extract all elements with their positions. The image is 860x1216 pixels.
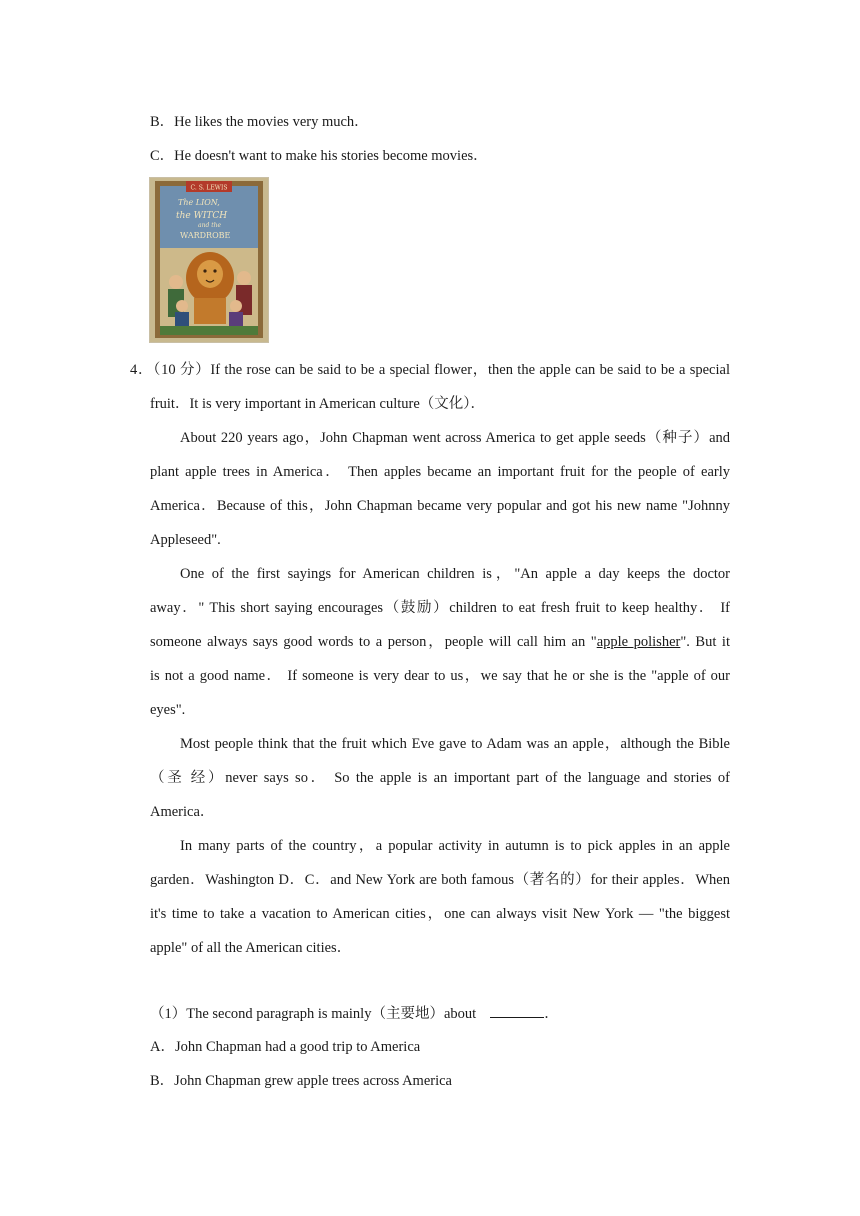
paragraph-1-line-4: Appleseed". [150, 532, 221, 548]
sub-question-1 [150, 1003, 559, 1024]
paragraph-2-line-3 [150, 632, 730, 652]
book-cover-image [149, 177, 269, 343]
paragraph-4-line-1: In many parts of the country，a popular activity in autumn is to pick apples in an apple [180, 838, 730, 854]
paragraph-4-line-2: garden．Washington D．C．and New York are both famous（著名的）for their apples．When [150, 872, 730, 888]
cover-title-1: The LION, [178, 198, 220, 207]
paragraph-4-line-4: apple" of all the American cities． [150, 940, 352, 956]
option-b[interactable]: B．John Chapman grew apple trees across America [150, 1073, 452, 1089]
cover-author: C. S. LEWIS [190, 184, 228, 192]
paragraph-1-line-3: America．Because of this，John Chapman became very popular and got his new name "Johnny [150, 498, 730, 514]
paragraph-1-line-1: About 220 years ago，John Chapman went across America to get apple seeds（种子）and [180, 430, 730, 446]
sub-question-1-text: （1）The second paragraph is mainly（主要地）about [150, 1006, 477, 1022]
option-a[interactable]: A．John Chapman had a good trip to America [150, 1039, 421, 1055]
paragraph-1-line-2: plant apple trees in America． Then apples became an important fruit for the people of early [150, 464, 730, 480]
cover-title-2: the WITCH [176, 211, 228, 221]
paragraph-4-line-3: it's time to take a vacation to American cities，one can always visit New York — "the biggest [150, 906, 730, 922]
option-c-prev: C．He doesn't want to make his stories become movies． [150, 148, 488, 164]
cover-title-4: WARDROBE [180, 231, 231, 240]
paragraph-2-line-2: away．" This short saying encourages（鼓励）children to eat fresh fruit to keep healthy． If [150, 600, 730, 616]
question-4-header: 4．（10 分）If the rose can be said to be a special flower，then the apple can be said to be a special [130, 362, 730, 378]
paragraph-2-line-4: is not a good name． If someone is very dear to us，we say that he or she is the "apple of our [150, 668, 730, 684]
paragraph-3-line-3: America． [150, 804, 215, 820]
sub-question-1-end: ． [544, 1006, 559, 1022]
cover-title-3: and the [198, 222, 222, 229]
paragraph-3-line-1: Most people think that the fruit which Eve gave to Adam was an apple，although the Bible [180, 736, 730, 752]
paragraph-2-line-5: eyes". [150, 702, 186, 718]
paragraph-2-line-1: One of the first sayings for American children is，"An apple a day keeps the doctor [180, 566, 730, 582]
question-4-header-cont: fruit．It is very important in American culture（文化）． [150, 396, 486, 412]
paragraph-2-line-3-end: ". But it [680, 634, 730, 650]
answer-blank[interactable] [490, 1003, 544, 1018]
apple-polisher-underlined: apple polisher [596, 634, 681, 650]
paragraph-2-line-3-start: someone always says good words to a person，people will call him an " [150, 634, 597, 650]
paragraph-3-line-2: （圣 经）never says so． So the apple is an important part of the language and stories of [150, 770, 730, 786]
option-b-prev: B．He likes the movies very much． [150, 114, 369, 130]
